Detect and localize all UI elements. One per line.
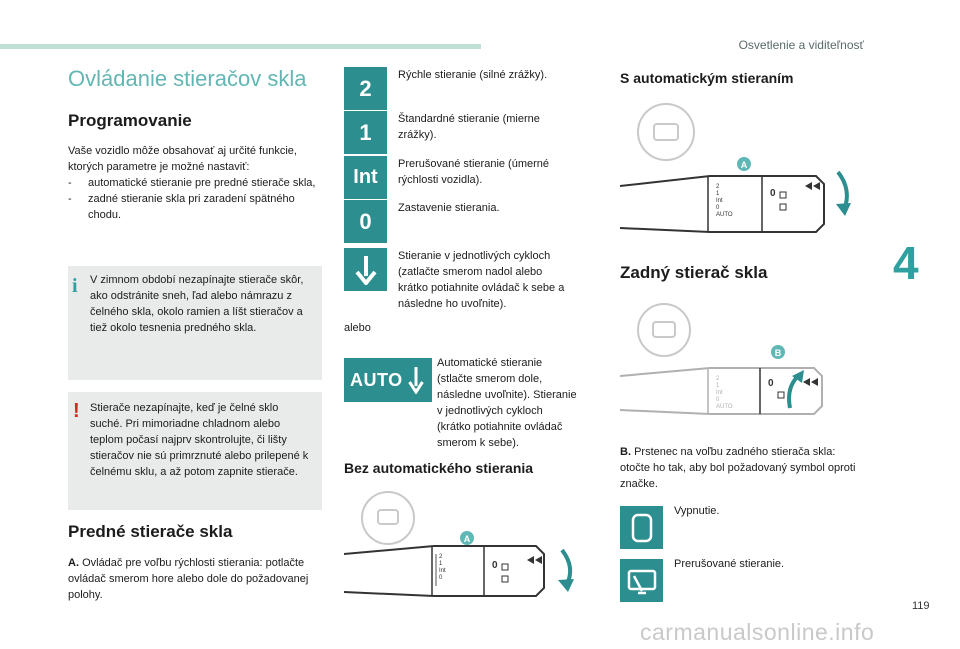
steering-wheel-icon [638, 304, 690, 356]
front-wipers-heading: Predné stierače skla [68, 522, 233, 541]
with-auto-heading: S automatickým stieraním [620, 70, 794, 86]
svg-text:0: 0 [439, 575, 443, 581]
svg-text:Int: Int [716, 198, 723, 204]
page-number: 119 [912, 600, 930, 612]
section-header: Osvetlenie a viditeľnosť [738, 38, 864, 52]
rear-wiper-off-tile [620, 506, 663, 549]
rear-wiper-text: B. Prstenec na voľbu zadného stierača skla: otočte ho tak, aby bol požadovaný symbol oproti značke. [620, 446, 856, 490]
stop-tile: 0 [344, 200, 387, 243]
rear-wiper-intermittent-tile [620, 559, 663, 602]
auto-tile: AUTO [344, 358, 432, 402]
svg-text:Int: Int [716, 390, 723, 396]
svg-text:A: A [740, 160, 748, 170]
rear-wiper-heading: Zadný stierač skla [620, 263, 768, 282]
intermittent-text: Prerušované stieranie (úmerné rýchlosti vozidla). [398, 158, 550, 186]
steering-wheel-icon [362, 492, 414, 544]
svg-text:0: 0 [492, 560, 498, 571]
info-note [68, 266, 322, 380]
svg-text:Int: Int [439, 568, 446, 574]
auto-wiper-stalk-diagram [620, 100, 860, 236]
chapter-number: 4 [893, 237, 919, 289]
down-arrow-icon [408, 366, 424, 394]
list-item: - automatické stieranie pre predné stierače skla, [68, 177, 316, 189]
warning-note-text: Stierače nezapínajte, keď je čelné sklo suché. Pri mimoriadne chladnom alebo teplom počasí najprv skontrolujte, či lišty stieračov nie sú primrznuté alebo prilepené k čelnému sklu, a až potom zapnite stierače. [90, 402, 309, 478]
rear-wiper-off-text: Vypnutie. [674, 505, 720, 517]
info-note-text: V zimnom období nezapínajte stierače skôr, ako odstránite sneh, ľad alebo námrazu z čelného skla, okolo ramien a líšt stieračov a tiež okolo tesnenia predného skla. [90, 274, 304, 334]
svg-text:0: 0 [770, 188, 776, 199]
programming-heading: Programovanie [68, 111, 192, 130]
svg-text:A: A [463, 534, 471, 544]
svg-text:1: 1 [716, 191, 720, 197]
svg-text:1: 1 [439, 561, 443, 567]
speed-1-text: Štandardné stieranie (mierne zrážky). [398, 113, 540, 141]
intermittent-tile: Int [344, 156, 387, 199]
callout-a-marker [737, 157, 751, 171]
programming-list [68, 175, 324, 223]
warning-note [68, 392, 322, 510]
steering-wheel-icon [638, 104, 694, 160]
svg-text:0: 0 [716, 205, 720, 211]
programming-intro: Vaše vozidlo môže obsahovať aj určité funkcie, ktorých parametre je možné nastaviť: [68, 145, 297, 173]
auto-text: Automatické stieranie (stlačte smerom dole, následne uvoľnite). Stieranie v jednotlivých cykloch (krátko potiahnite ovládač smerom k sebe). [437, 357, 577, 449]
down-arrow-icon [355, 255, 377, 285]
page-title: Ovládanie stieračov skla [68, 66, 307, 91]
rear-wiper-intermittent-text: Prerušované stieranie. [674, 558, 785, 570]
warning-icon: ! [73, 400, 80, 422]
svg-text:0: 0 [768, 378, 774, 389]
callout-b-marker [771, 345, 785, 359]
watermark: carmanualsonline.info [640, 619, 875, 645]
callout-a-marker [460, 531, 474, 545]
single-wipe-text: Stieranie v jednotlivých cykloch (zatlačte smerom nadol alebo krátko potiahnite ovládač k sebe a následne ho uvoľnite). [398, 250, 565, 310]
info-icon: i [72, 275, 78, 297]
speed-1-tile: 1 [344, 111, 387, 154]
front-wiper-stalk-diagram [344, 488, 584, 600]
svg-text:AUTO: AUTO [716, 212, 733, 218]
rear-wiper-off-icon [629, 513, 655, 543]
header-bar [0, 44, 481, 49]
rear-wiper-stalk-diagram [620, 300, 850, 416]
svg-text:1: 1 [716, 383, 720, 389]
svg-text:B: B [774, 348, 782, 358]
speed-2-text: Rýchle stieranie (silné zrážky). [398, 69, 548, 81]
front-wipers-text: A. Ovládač pre voľbu rýchlosti stierania: potlačte ovládač smerom hore alebo dole do požadovanej polohy. [68, 557, 309, 601]
rear-wiper-intermittent-icon [626, 566, 658, 596]
without-auto-heading: Bez automatického stierania [344, 460, 534, 476]
or-label: alebo [344, 322, 371, 334]
svg-text:2: 2 [716, 376, 720, 382]
svg-text:0: 0 [716, 397, 720, 403]
svg-text:2: 2 [716, 184, 720, 190]
single-wipe-tile [344, 248, 387, 291]
stop-text: Zastavenie stierania. [398, 202, 500, 214]
list-item: - zadné stieranie skla pri zaradení spätného chodu. [68, 193, 295, 221]
svg-text:2: 2 [439, 554, 443, 560]
svg-text:AUTO: AUTO [716, 404, 733, 410]
speed-2-tile: 2 [344, 67, 387, 110]
